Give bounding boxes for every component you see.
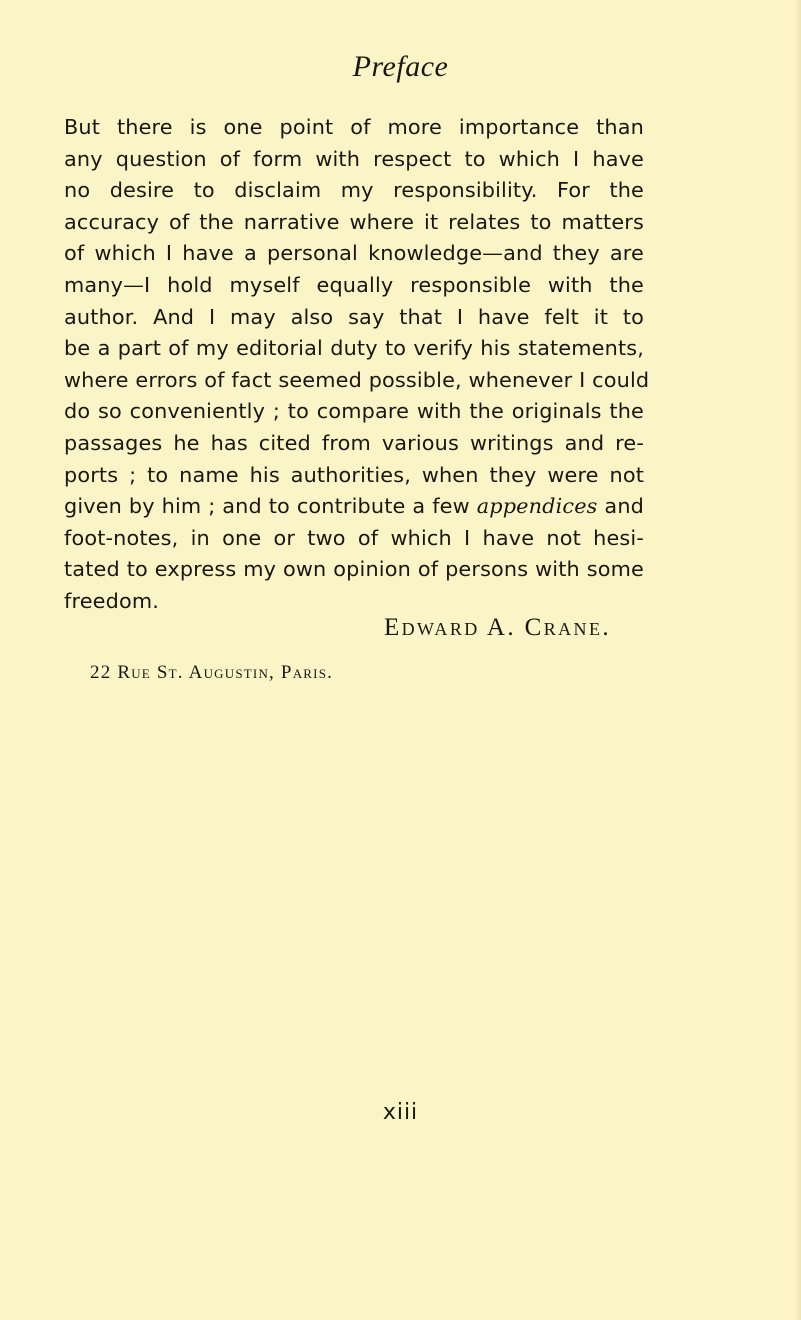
paragraph-line-3: no desire to disclaim my responsibility. For the [64,178,644,203]
signature: Edward A. Crane. [383,614,611,641]
paragraph-line-15: tated to express my own opinion of persons with some [64,557,644,582]
paragraph-line-12: ports ; to name his authorities, when they were not [64,462,644,487]
paragraph-line-4: accuracy of the narrative where it relates to matters [64,209,644,234]
paragraph-line-13 [64,491,644,523]
address-line: 22 Rue St. Augustin, Paris. [90,662,334,683]
paragraph-line-11: passages he has cited from various writings and re- [64,430,644,455]
paragraph-line-9: where errors of fact seemed possible, whenever I could [64,367,650,392]
page-number: xiii [382,1100,419,1125]
paragraph-line-2: any question of form with respect to which I have [64,146,644,171]
preface-paragraph [64,112,650,618]
paragraph-line-10: do so conveniently ; to compare with the originals the [64,399,644,424]
paragraph-line-8: be a part of my editorial duty to verify his statements, [64,336,644,361]
paragraph-line-16: freedom. [64,588,159,613]
italic-term-appendices: appendices [476,494,598,519]
paragraph-line-13-text: given by him ; and to contribute a few [64,494,470,519]
page-edge-shadow [795,0,801,1320]
running-head: Preface [352,50,449,83]
paragraph-line-13-end: and [604,494,644,519]
paragraph-line-5: of which I have a personal knowledge—and they are [64,241,644,266]
paragraph-line-7: author. And I may also say that I have felt it to [64,304,644,329]
paragraph-line-6: many—I hold myself equally responsible with the [64,272,644,297]
paragraph-line-1: But there is one point of more importance than [64,115,644,139]
paragraph-line-14: foot-notes, in one or two of which I have not hesi- [64,525,644,550]
